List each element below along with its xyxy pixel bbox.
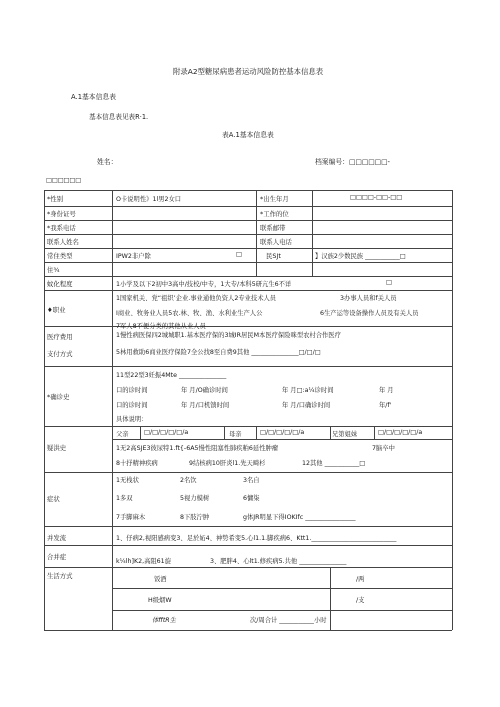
contact-phone-label: 联系人电话 bbox=[260, 238, 292, 246]
ethnicity-options[interactable]: 】汉族2少数民族 ___________□ bbox=[315, 253, 406, 260]
archive-number-continuation: □□□□□□ bbox=[46, 177, 82, 184]
diabetes-type-options[interactable]: 11型22型3妊振4Mte _______________ bbox=[116, 372, 227, 379]
basic-info-table bbox=[44, 190, 452, 674]
symptom-option[interactable]: 7手脚麻木 bbox=[116, 514, 146, 521]
medical-payment-options-line2[interactable]: 5林用救助6商业医疗保险7全公找8至自费9其他 _______________□/□/□ bbox=[116, 349, 321, 356]
birth-field[interactable]: □□□□-□□-□□ bbox=[350, 194, 403, 201]
diagnosis-time-5[interactable]: 口的诊时间 bbox=[116, 402, 148, 409]
phone-label: *我系电话 bbox=[47, 224, 76, 232]
diagnosis-time-8[interactable]: 年/f' bbox=[379, 402, 392, 409]
email-label: 联系邮带 bbox=[260, 224, 286, 232]
address-label: 住¾ bbox=[47, 266, 60, 274]
comorbidity-options-a[interactable]: k¼lh]K2,高阻61旋 bbox=[116, 558, 171, 565]
mother-checkboxes[interactable]: □/□/□/□/□/a bbox=[260, 429, 305, 436]
father-checkboxes[interactable]: □/□/□/□/□/a bbox=[144, 429, 189, 436]
symptom-option[interactable]: 8下肢泞肿 bbox=[180, 514, 210, 521]
symptom-option[interactable]: 5视力模树 bbox=[180, 495, 210, 502]
comorbidity-label: 合并症 bbox=[47, 553, 67, 561]
family-history-label: 疑洪史 bbox=[47, 444, 67, 452]
work-unit-label: *工作的位 bbox=[260, 210, 289, 218]
education-label: 蚊化程度 bbox=[47, 280, 73, 288]
occupation-label: ♦职业 bbox=[47, 306, 66, 314]
table-caption: 表A.1基本信息表 bbox=[222, 131, 274, 139]
id-number-label: *身份证号 bbox=[47, 210, 76, 218]
medical-payment-label-1: 医疗费用 bbox=[47, 333, 73, 341]
complications-options[interactable]: 1、仔病2,视阳感病变3、足於妬4、神势希变5.心l1.1.脚疾病6、Ktt1.___________________________ bbox=[116, 535, 397, 542]
occupation-option-line1[interactable]: 1国家机关、党“祖织’企业.事业通他负资人2专业技术人员 bbox=[116, 295, 277, 302]
diagnosis-time-7[interactable]: 年 月/口确诊时间 bbox=[282, 402, 331, 409]
smoking-unit[interactable]: /支 bbox=[356, 597, 365, 604]
mother-label: 母亲 bbox=[229, 431, 242, 438]
drinking-label: 饭酒 bbox=[154, 576, 167, 583]
contact-name-label: 联系人姓名 bbox=[47, 238, 79, 246]
symptom-option[interactable]: g体JR明显下得IOKIfc ________________ bbox=[243, 514, 356, 521]
diagnosis-time-6[interactable]: 年 月/口机馈时间 bbox=[181, 402, 230, 409]
symptom-option[interactable]: 6慵柒 bbox=[243, 495, 260, 502]
sibling-checkboxes[interactable]: □/□/□/□/□/a bbox=[378, 429, 423, 436]
sibling-label: 兄第姐妹 bbox=[332, 431, 358, 438]
lifestyle-label: 生活方式 bbox=[47, 572, 73, 580]
occupation-option-line2b[interactable]: 6生产运等设备操作人员及有关人员 bbox=[320, 310, 419, 317]
occupation-option-line3[interactable]: 7军人8不便分类的其他从业人员 bbox=[116, 323, 206, 330]
symptom-option[interactable]: 1多双 bbox=[116, 495, 133, 502]
section-heading: A.1基本信息表 bbox=[71, 93, 116, 101]
diagnosis-specific-note[interactable]: 具体说明： bbox=[116, 416, 148, 423]
occupation-option-line2[interactable]: I商业、牧务业人员5农.林、牧、渔、水利业生产人公 bbox=[116, 310, 263, 317]
exercise-label: 体fftR生 bbox=[152, 617, 176, 624]
family-disease-options-line1[interactable]: 1无2高SJE3彼尿特1.ft{-6A5慢性阻塞性肺疾粕6延性肿瘤 bbox=[116, 445, 279, 452]
name-label: 姓名： bbox=[97, 158, 118, 166]
occupation-option-line1b[interactable]: 3办事人员和f关人员 bbox=[340, 295, 397, 302]
gender-label: *性别 bbox=[47, 195, 63, 203]
complications-label: 并发流 bbox=[47, 534, 67, 542]
section-description: 基本信息表见表R·1. bbox=[89, 113, 149, 121]
birth-label: *出生年月 bbox=[260, 195, 289, 203]
diagnosis-time-1[interactable]: 口的诊时间 bbox=[116, 387, 148, 394]
drinking-unit[interactable]: /两 bbox=[356, 576, 365, 583]
father-label: 父亲 bbox=[116, 431, 129, 438]
family-disease-options-line2c[interactable]: 12其他 ___________□ bbox=[302, 460, 366, 467]
exercise-frequency-field[interactable]: 次/周合计 ___________小时 bbox=[250, 617, 327, 624]
document-title: 附录A2型糖尿病患者运动风险防控基本信息表 bbox=[173, 67, 324, 76]
comorbidity-options-b[interactable]: 3、肥胖4、心lt1.修疾病5.共他 _______________ bbox=[210, 558, 347, 565]
symptom-option[interactable]: 2名饮 bbox=[180, 477, 197, 484]
ethnicity-label: 民SJt bbox=[266, 252, 281, 260]
gender-options[interactable]: O卡说明性》1l男2女口 bbox=[116, 196, 182, 203]
archive-number-label: 档案编号：□□□□□□- bbox=[315, 158, 390, 166]
diagnosis-time-2[interactable]: 年 月/O确诊时间 bbox=[181, 387, 228, 394]
residence-type-checkbox[interactable]: □ bbox=[236, 251, 242, 258]
family-disease-options-line2a[interactable]: 8十抒精神疾病 bbox=[116, 460, 158, 467]
education-options[interactable]: 1小学及以下2初中3高中/技校/中专，1大专/本科5研亢生6不详 bbox=[116, 281, 292, 288]
symptom-option[interactable]: 3名自 bbox=[243, 477, 260, 484]
residence-type-options[interactable]: IPW2非户除 bbox=[116, 253, 151, 260]
diagnosis-time-4[interactable]: 年 月 bbox=[379, 387, 394, 394]
family-disease-options-line2b[interactable]: 9结核病10肝炎l1.先天畸杉 bbox=[189, 460, 266, 467]
family-disease-option-stroke[interactable]: 7脑卒中 bbox=[372, 445, 395, 452]
education-checkbox[interactable]: □ bbox=[386, 279, 392, 286]
symptom-option[interactable]: 1无栈状 bbox=[116, 477, 139, 484]
medical-payment-label-2: 支付方式 bbox=[47, 350, 73, 358]
diagnosis-history-label: *确诊史 bbox=[47, 393, 70, 401]
medical-payment-options-line1[interactable]: 1慢性病医保四2城城职1.基本医疗保的3城IR居民M本医疗保险咪型农村合作医疗 bbox=[116, 332, 341, 339]
smoking-label: H级烟W bbox=[148, 597, 172, 604]
symptoms-label: 症状 bbox=[47, 495, 60, 503]
residence-type-label: 常住类型 bbox=[47, 252, 73, 260]
diagnosis-time-3[interactable]: 年 月□:a¼诊时间 bbox=[282, 387, 334, 394]
